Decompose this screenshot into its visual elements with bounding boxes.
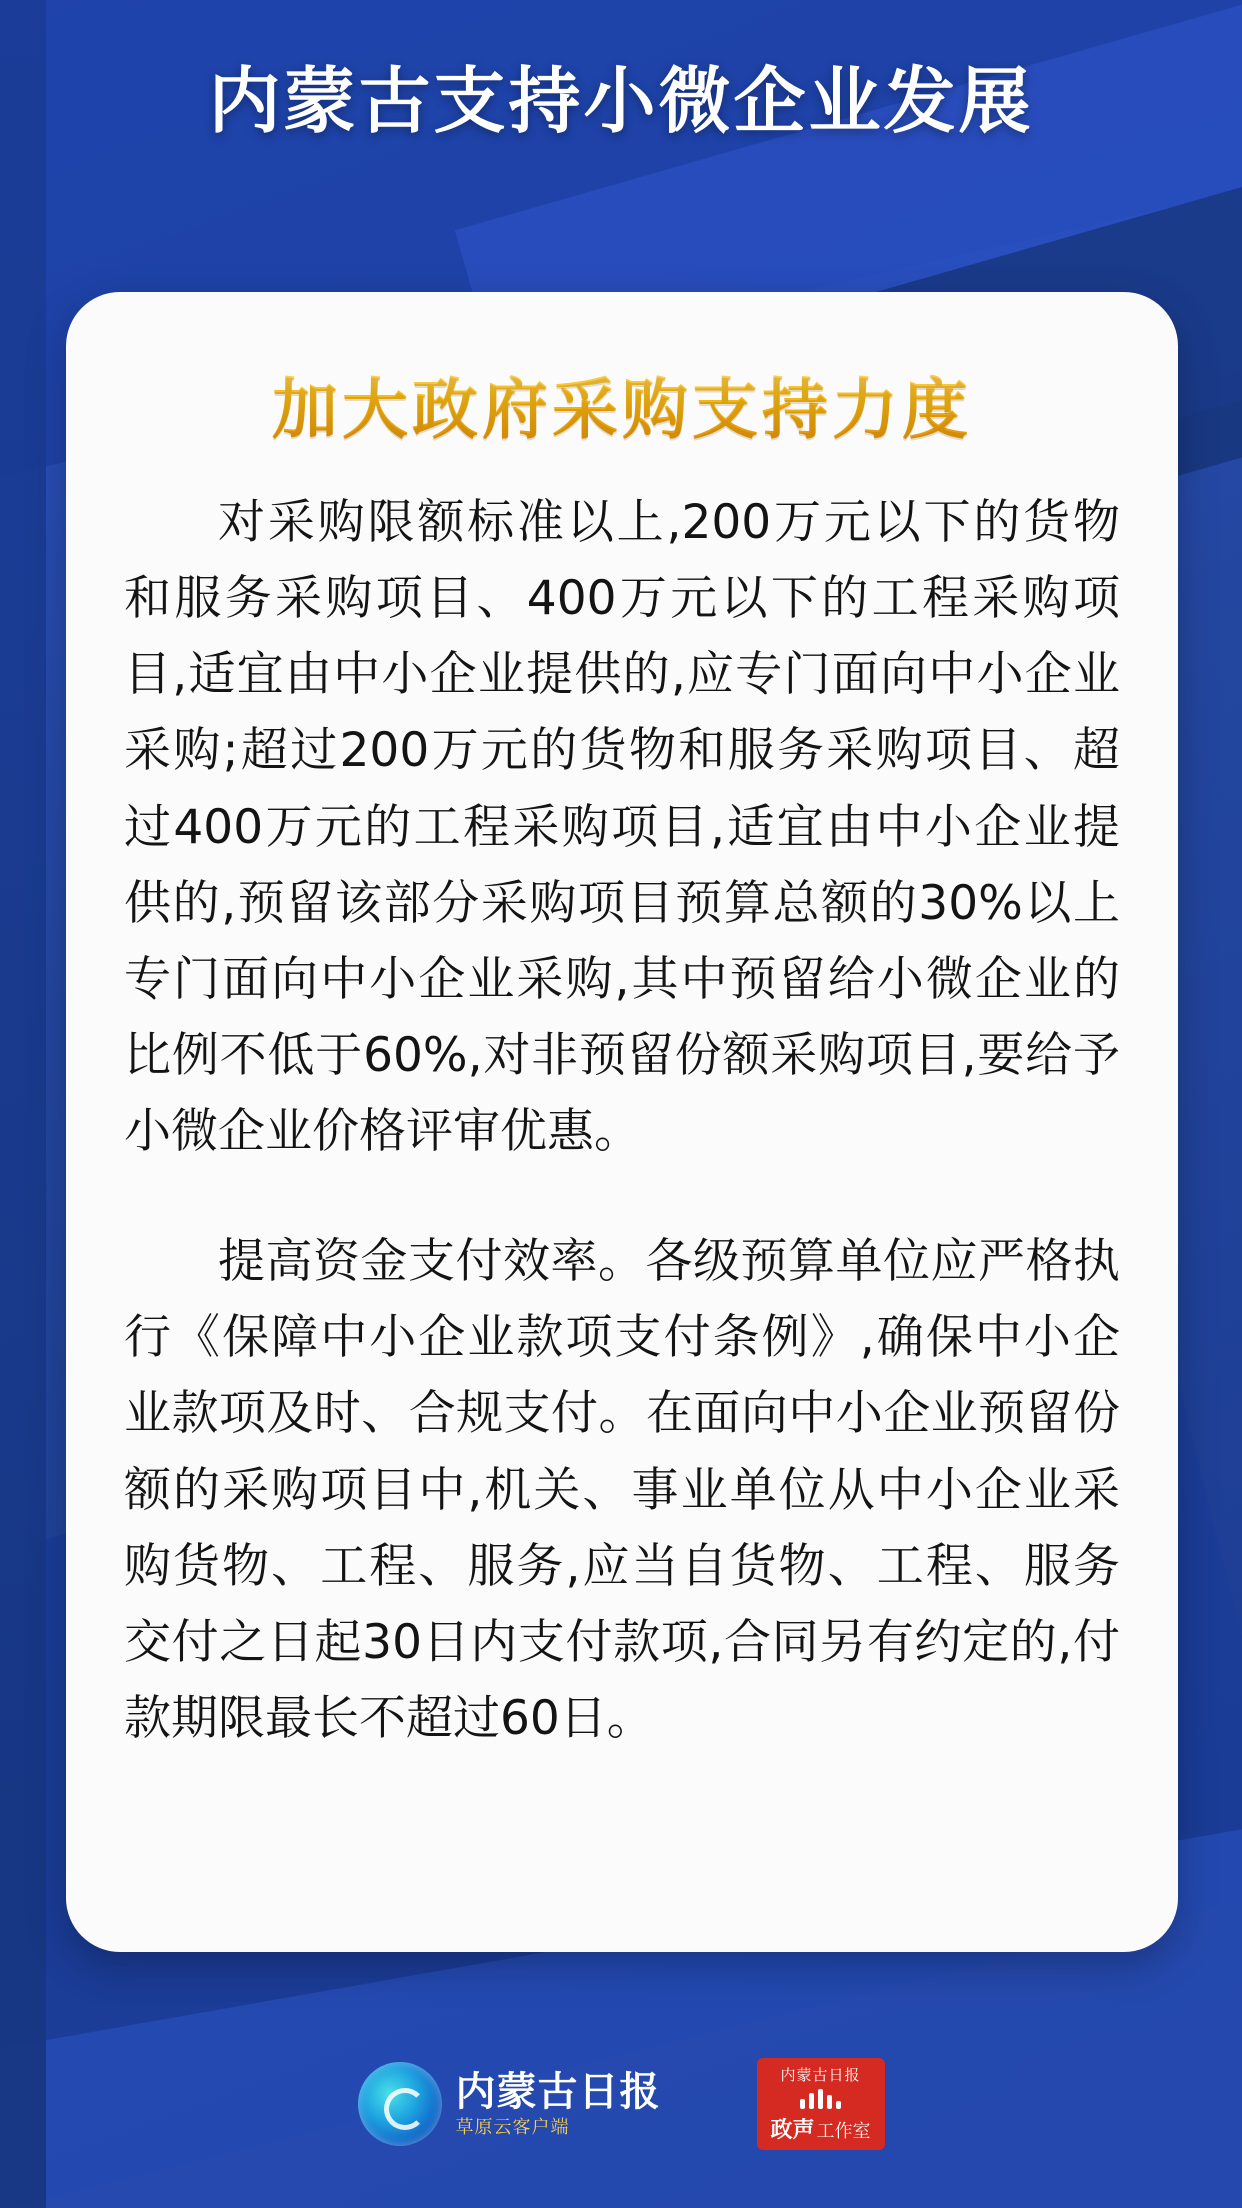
paragraph-1: 对采购限额标准以上,200万元以下的货物和服务采购项目、400万元以下的工程采购项目,适宜由中小企业提供的,应专门面向中小企业采购;超过200万元的货物和服务采购项目、超过400万元的工程采购项目,适宜由中小企业提供的,预留该部分采购项目预算总额的30%以上专门面向中小企业采购,其中预留给小微企业的比例不低于60%,对非预留份额采购项目,要给予小微企业价格评审优惠。 <box>124 495 1120 1159</box>
content-card <box>66 292 1178 1952</box>
studio-suffix: 工作室 <box>816 2121 871 2141</box>
card-title: 加大政府采购支持力度 <box>124 356 1120 451</box>
spiral-logo-icon <box>358 2062 442 2146</box>
footer-logos <box>0 2058 1242 2150</box>
brand-subtitle: 草原云客户端 <box>455 2117 570 2137</box>
page-title: 内蒙古支持小微企业发展 <box>208 59 1034 143</box>
brand-logo <box>358 2062 661 2146</box>
poster-header <box>0 0 1242 190</box>
studio-name: 政声 <box>770 2117 815 2142</box>
studio-badge <box>757 2058 885 2150</box>
background-left-edge <box>0 0 46 2208</box>
wave-bars-icon <box>800 2089 841 2109</box>
brand-name: 内蒙古日报 <box>455 2068 661 2115</box>
paragraph-2: 提高资金支付效率。各级预算单位应严格执行《保障中小企业款项支付条例》,确保中小企业款项及时、合规支付。在面向中小企业预留份额的采购项目中,机关、事业单位从中小企业采购货物、工程、服务,应当自货物、工程、服务交付之日起30日内支付款项,合同另有约定的,付款期限最长不超过60日。 <box>124 1234 1120 1746</box>
studio-top-text: 内蒙古日报 <box>780 2067 861 2084</box>
